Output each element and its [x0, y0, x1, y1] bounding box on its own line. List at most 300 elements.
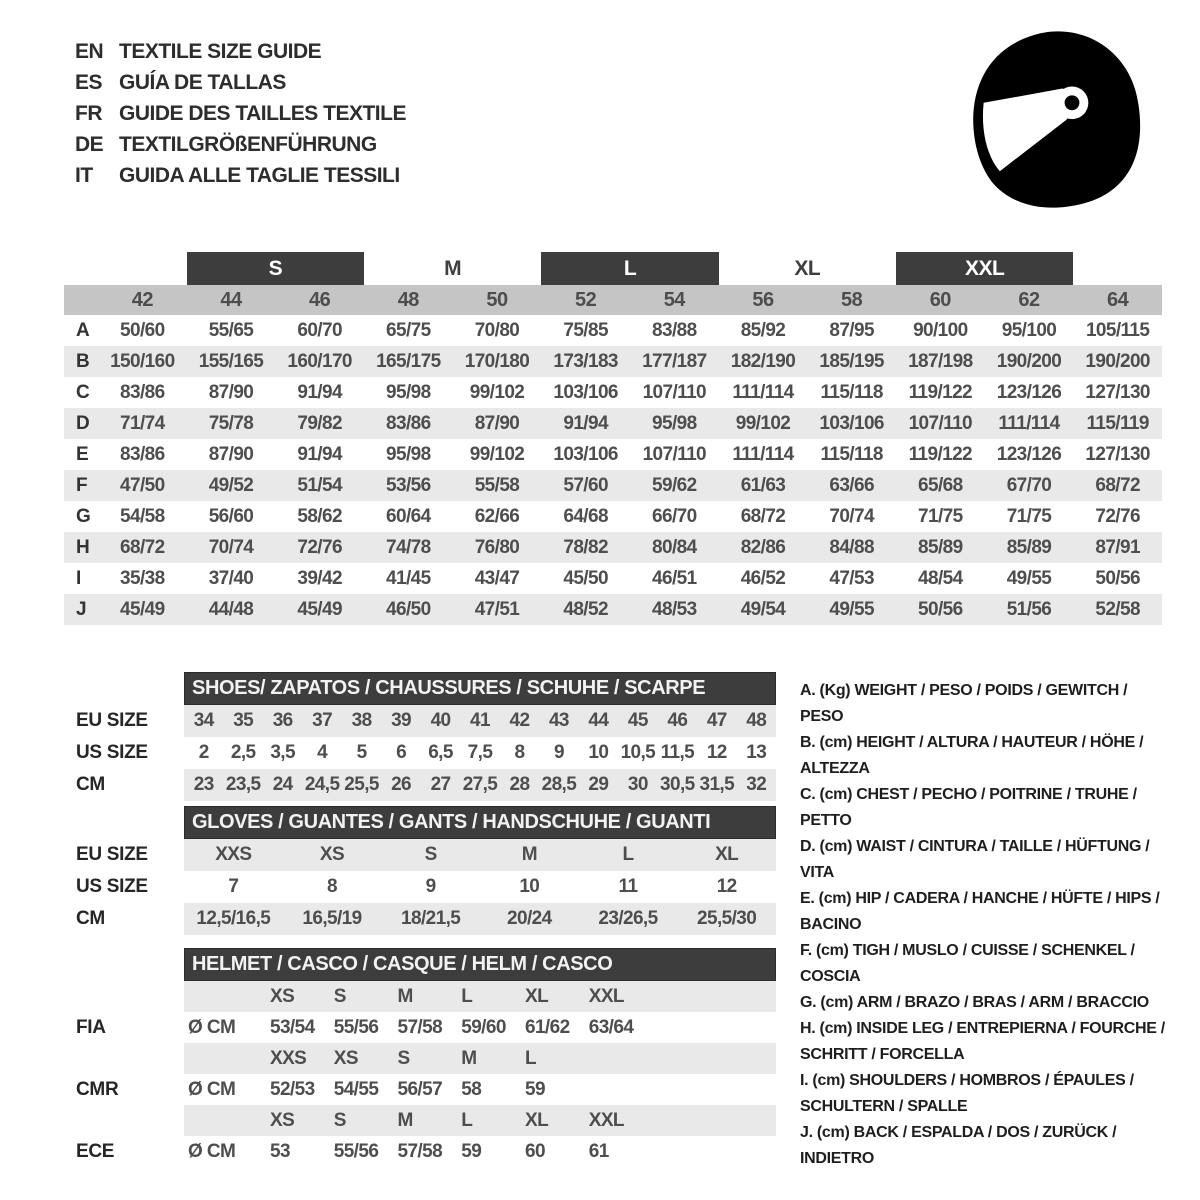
measurement-value-cell: 123/126 [996, 381, 1062, 403]
sub-row-label: US SIZE [76, 742, 148, 763]
language-code: ES [75, 70, 103, 94]
measurement-value-cell: 150/160 [110, 350, 175, 372]
size-value-cell: 48 [746, 710, 767, 731]
measurement-value-cell: 99/102 [469, 443, 525, 465]
measurement-value-cell: 65/68 [918, 474, 963, 496]
size-group-row [64, 252, 1162, 285]
measurement-value-cell: 91/94 [563, 412, 608, 434]
measurement-value-cell: 37/40 [208, 567, 254, 589]
sub-row-values [184, 737, 776, 769]
measurement-value-cell: 62/66 [474, 505, 520, 527]
measurement-value-cell: 119/122 [908, 443, 973, 465]
language-row [75, 36, 406, 67]
language-row [75, 67, 406, 98]
size-value-cell: 44 [588, 710, 609, 731]
standard-label: CMR [76, 1078, 119, 1100]
size-value-cell: 39 [391, 710, 412, 731]
helmet-value-cell: 55/56 [333, 1140, 379, 1162]
helmet-value-cell: 53/54 [270, 1016, 315, 1038]
measurement-row [64, 470, 1162, 501]
size-value-cell: 7,5 [467, 742, 493, 763]
sub-rows [64, 705, 776, 801]
measurement-value-cell: 71/75 [918, 505, 963, 527]
measurement-legend [800, 678, 1172, 1172]
measurement-value-cell: 58/62 [297, 505, 342, 527]
measurement-value-cell: 78/82 [563, 536, 608, 558]
measurement-value-cell: 173/183 [553, 350, 618, 372]
measurement-value-cell: 155/165 [198, 350, 264, 372]
measurement-row-label: H [76, 536, 90, 558]
measurement-value-cell: 91/94 [297, 381, 342, 403]
measurement-row-label: A [76, 319, 90, 341]
title-spacer [64, 948, 184, 981]
gloves-title-row [64, 806, 776, 839]
measurement-value-cell: 119/122 [908, 381, 973, 403]
helmet-size-header: L [461, 1109, 473, 1131]
measurement-value-cell: 48/54 [918, 567, 963, 589]
size-value-cell: 3,5 [270, 742, 295, 763]
size-value-cell: 11,5 [660, 742, 695, 763]
size-column-header: 48 [397, 288, 419, 311]
size-value-cell: 43 [548, 710, 569, 731]
size-value-cell: 23/26,5 [598, 908, 658, 929]
measurement-value-cell: 107/110 [642, 443, 707, 465]
size-value-cell: XXS [215, 844, 252, 865]
shoes-title-row [64, 672, 776, 705]
measurement-row-label: J [76, 598, 87, 620]
helmet-size-header: XS [270, 985, 295, 1007]
measurement-value-cell: 46/50 [386, 598, 431, 620]
measurement-value-cell: 72/76 [1095, 505, 1140, 527]
measurement-value-cell: 76/80 [474, 536, 520, 558]
sub-row-label: EU SIZE [76, 710, 148, 731]
size-value-cell: 10 [519, 876, 540, 897]
measurement-value-cell: 127/130 [1085, 381, 1150, 403]
measurement-value-cell: 47/53 [829, 567, 874, 589]
language-row [75, 129, 406, 160]
helmet-sizes [184, 981, 776, 1012]
helmet-size-header: M [397, 1109, 413, 1131]
measurement-value-cell: 54/58 [120, 505, 165, 527]
measurement-value-cell: 39/42 [297, 567, 342, 589]
size-value-cell: 11 [618, 876, 638, 897]
size-column-header: 58 [841, 288, 863, 311]
helmet-values [184, 1136, 776, 1167]
size-value-cell: 12 [716, 876, 737, 897]
measurement-value-cell: 115/119 [1086, 412, 1149, 434]
measurement-value-cell: 50/60 [120, 319, 165, 341]
size-value-cell: 28,5 [541, 774, 577, 795]
measurement-value-cell: 49/55 [829, 598, 874, 620]
sub-table-row [64, 769, 776, 801]
size-group-label: S [187, 252, 364, 285]
measurement-value-cell: 85/92 [740, 319, 786, 341]
measurement-row [64, 377, 1162, 408]
legend-item: C. (cm) CHEST / PECHO / POITRINE / TRUHE / PETTO [800, 786, 1137, 829]
gloves-title: GLOVES / GUANTES / GANTS / HANDSCHUHE / GUANTI [184, 806, 776, 839]
measurement-value-cell: 127/130 [1085, 443, 1150, 465]
size-value-cell: 9 [425, 876, 436, 897]
size-value-cell: 7 [228, 876, 239, 897]
measurement-value-cell: 190/200 [1085, 350, 1150, 372]
helmet-value-cell: 55/56 [333, 1016, 379, 1038]
language-row [75, 98, 406, 129]
language-code: DE [75, 132, 104, 156]
helmet-value-cell: 60 [525, 1140, 545, 1162]
size-group-label: XXL [896, 252, 1073, 285]
size-value-cell: 40 [430, 710, 451, 731]
size-value-cell: 46 [667, 710, 688, 731]
helmet-title: HELMET / CASCO / CASQUE / HELM / CASCO [184, 948, 776, 981]
language-row [75, 160, 406, 191]
measurement-value-cell: 82/86 [740, 536, 786, 558]
measurement-value-cell: 190/200 [996, 350, 1062, 372]
size-value-cell: 35 [233, 710, 254, 731]
measurement-row-label: F [76, 474, 88, 496]
sub-row-values [184, 871, 776, 903]
size-value-cell: 10 [588, 742, 609, 763]
measurement-value-cell: 85/89 [1006, 536, 1052, 558]
measurement-value-cell: 68/72 [120, 536, 165, 558]
shoes-title: SHOES/ ZAPATOS / CHAUSSURES / SCHUHE / SCARPE [184, 672, 776, 705]
helmet-value-cell: 56/57 [397, 1078, 443, 1100]
size-value-cell: 29 [588, 774, 609, 795]
legend-item: D. (cm) WAIST / CINTURA / TAILLE / HÜFTUNG / VITA [800, 838, 1150, 881]
measurement-value-cell: 70/74 [829, 505, 874, 527]
legend-item: J. (cm) BACK / ESPALDA / DOS / ZURÜCK / INDIETRO [800, 1124, 1117, 1167]
helmet-sizes [184, 1043, 776, 1074]
helmet-value-cell: 61 [588, 1140, 609, 1162]
measurement-value-cell: 105/115 [1085, 319, 1150, 341]
measurement-value-cell: 49/54 [740, 598, 786, 620]
measurement-row-label: I [76, 567, 82, 589]
measurement-value-cell: 75/78 [208, 412, 254, 434]
measurement-value-cell: 45/49 [297, 598, 342, 620]
size-value-cell: 25,5 [344, 774, 379, 795]
helmet-value-cell: 52/53 [270, 1078, 315, 1100]
measurement-value-cell: 87/90 [208, 443, 254, 465]
measurement-value-cell: 60/70 [297, 319, 342, 341]
measurement-value-cell: 50/56 [1095, 567, 1140, 589]
measurement-value-cell: 103/106 [553, 443, 618, 465]
size-value-cell: 27 [430, 774, 451, 795]
size-value-cell: 13 [746, 742, 767, 763]
measurement-value-cell: 123/126 [996, 443, 1062, 465]
measurement-value-cell: 50/56 [918, 598, 963, 620]
measurement-value-cell: 68/72 [1095, 474, 1140, 496]
size-value-cell: 18/21,5 [401, 908, 461, 929]
measurement-value-cell: 79/82 [297, 412, 342, 434]
size-column-header: 64 [1107, 288, 1129, 311]
measurement-value-cell: 71/75 [1006, 505, 1052, 527]
helmet-value-cell: 53 [270, 1140, 290, 1162]
measurement-value-cell: 187/198 [908, 350, 973, 372]
measurement-value-cell: 95/98 [386, 381, 431, 403]
measurement-value-cell: 45/50 [563, 567, 608, 589]
sub-row-label: US SIZE [76, 876, 148, 897]
sub-row-values [184, 705, 776, 737]
measurement-row [64, 408, 1162, 439]
size-value-cell: 6,5 [428, 742, 453, 763]
measurement-row [64, 315, 1162, 346]
measurement-value-cell: 111/114 [732, 381, 794, 403]
measurement-value-cell: 103/106 [553, 381, 618, 403]
legend-item: E. (cm) HIP / CADERA / HANCHE / HÜFTE / HIPS / BACINO [800, 890, 1160, 933]
measurement-value-cell: 95/100 [1001, 319, 1057, 341]
size-value-cell: 10,5 [620, 742, 656, 763]
measurement-value-cell: 49/55 [1006, 567, 1052, 589]
measurement-value-cell: 71/74 [120, 412, 165, 434]
diameter-unit-label: Ø CM [188, 1016, 236, 1038]
measurement-row [64, 501, 1162, 532]
garment-size-table [64, 252, 1162, 625]
measurement-value-cell: 52/58 [1095, 598, 1140, 620]
helmet-size-header: XXS [270, 1047, 307, 1069]
helmet-size-header: XXL [588, 1109, 624, 1131]
size-value-cell: 20/24 [507, 908, 552, 929]
size-value-cell: 24,5 [304, 774, 340, 795]
sub-table-row [64, 737, 776, 769]
measurement-value-cell: 49/52 [208, 474, 254, 496]
measurement-value-cell: 115/118 [820, 443, 883, 465]
size-column-header: 50 [486, 288, 508, 311]
measurement-value-cell: 165/175 [376, 350, 441, 372]
measurement-row [64, 594, 1162, 625]
helmet-sizes-row [64, 1043, 776, 1074]
helmet-size-header: L [461, 985, 473, 1007]
measurement-value-cell: 72/76 [297, 536, 342, 558]
helmet-size-header: M [461, 1047, 477, 1069]
measurement-row [64, 346, 1162, 377]
measurement-value-cell: 182/190 [730, 350, 796, 372]
measurement-value-cell: 80/84 [652, 536, 697, 558]
helmet-size-header: S [397, 1047, 410, 1069]
measurement-value-cell: 75/85 [563, 319, 608, 341]
measurement-value-cell: 43/47 [474, 567, 520, 589]
legend-item: A. (Kg) WEIGHT / PESO / POIDS / GEWITCH / PESO [800, 682, 1128, 725]
helmet-value-cell: 54/55 [333, 1078, 379, 1100]
measurement-value-cell: 64/68 [563, 505, 608, 527]
measurement-value-cell: 103/106 [819, 412, 884, 434]
measurement-row [64, 532, 1162, 563]
sub-rows [64, 839, 776, 935]
legend-item: F. (cm) TIGH / MUSLO / CUISSE / SCHENKEL / COSCIA [800, 942, 1135, 985]
sub-table-row [64, 871, 776, 903]
measurement-value-cell: 57/60 [563, 474, 608, 496]
size-value-cell: XS [319, 844, 345, 865]
helmet-size-header: M [397, 985, 413, 1007]
sub-row-values [184, 903, 776, 935]
measurement-value-cell: 111/114 [998, 412, 1060, 434]
size-column-header: 54 [663, 288, 685, 311]
size-value-cell: 38 [351, 710, 372, 731]
measurement-row-label: B [76, 350, 90, 372]
size-value-cell: 42 [509, 710, 530, 731]
measurement-value-cell: 99/102 [469, 381, 525, 403]
size-value-cell: 27,5 [462, 774, 498, 795]
sub-row-label [64, 981, 184, 1012]
numeric-size-header [64, 285, 1162, 315]
sub-row-label [64, 1043, 184, 1074]
measurement-value-cell: 55/65 [208, 319, 254, 341]
title-spacer [64, 672, 184, 705]
measurement-row [64, 439, 1162, 470]
language-title: GUÍA DE TALLAS [119, 70, 286, 94]
helmet-value-cell: 63/64 [588, 1016, 634, 1038]
sub-table-row [64, 839, 776, 871]
measurement-value-cell: 44/48 [208, 598, 254, 620]
measurement-value-cell: 35/38 [120, 567, 165, 589]
size-value-cell: 32 [746, 774, 767, 795]
measurement-value-cell: 45/49 [120, 598, 165, 620]
measurement-row-label: E [76, 443, 89, 465]
helmet-size-header: XL [525, 1109, 549, 1131]
size-group-label: L [541, 252, 718, 285]
size-value-cell: 34 [193, 710, 214, 731]
measurement-value-cell: 84/88 [829, 536, 874, 558]
helmet-size-header: L [525, 1047, 537, 1069]
measurement-value-cell: 48/53 [652, 598, 697, 620]
size-value-cell: 16,5/19 [302, 908, 362, 929]
helmet-values-row [64, 1136, 776, 1167]
language-title-list [75, 36, 406, 191]
size-value-cell: 26 [391, 774, 412, 795]
diameter-unit-label: Ø CM [188, 1078, 236, 1100]
measurement-row-label: C [76, 381, 90, 403]
measurement-value-cell: 41/45 [386, 567, 431, 589]
legend-item: I. (cm) SHOULDERS / HOMBROS / ÉPAULES / SCHULTERN / SPALLE [800, 1072, 1134, 1115]
shoes-table [64, 672, 776, 801]
size-value-cell: L [622, 844, 634, 865]
legend-item: H. (cm) INSIDE LEG / ENTREPIERNA / FOURCHE / SCHRITT / FORCELLA [800, 1020, 1165, 1063]
title-spacer [64, 806, 184, 839]
measurement-value-cell: 56/60 [208, 505, 254, 527]
helmet-value-cell: 57/58 [397, 1140, 443, 1162]
size-column-header: 60 [929, 288, 951, 311]
helmet-size-header: XXL [588, 985, 624, 1007]
measurement-value-cell: 53/56 [386, 474, 431, 496]
measurement-value-cell: 83/86 [120, 381, 165, 403]
measurement-value-cell: 68/72 [740, 505, 786, 527]
measurement-value-cell: 177/187 [642, 350, 707, 372]
measurement-value-cell: 83/86 [120, 443, 165, 465]
legend-item: B. (cm) HEIGHT / ALTURA / HAUTEUR / HÖHE / ALTEZZA [800, 734, 1144, 777]
sub-row-label: CM [76, 774, 105, 795]
standard-label: FIA [76, 1016, 106, 1038]
measurement-value-cell: 185/195 [819, 350, 884, 372]
measurement-value-cell: 70/80 [474, 319, 520, 341]
legend-item: G. (cm) ARM / BRAZO / BRAS / ARM / BRACCIO [800, 994, 1149, 1011]
size-column-header: 46 [309, 288, 331, 311]
language-title: GUIDA ALLE TAGLIE TESSILI [119, 163, 400, 187]
size-value-cell: 37 [312, 710, 333, 731]
size-group-label: XL [794, 256, 821, 280]
helmet-values-row [64, 1012, 776, 1043]
size-value-cell: 23 [193, 774, 214, 795]
measurement-value-cell: 55/58 [474, 474, 520, 496]
helmet-icon [958, 22, 1148, 214]
measurement-value-cell: 83/88 [652, 319, 697, 341]
size-value-cell: 45 [627, 710, 648, 731]
helmet-title-row [64, 948, 776, 981]
unit-spacer [184, 1043, 266, 1074]
size-value-cell: 24 [272, 774, 293, 795]
helmet-size-header: XS [333, 1047, 358, 1069]
size-value-cell: 8 [327, 876, 337, 897]
measurement-value-cell: 111/114 [732, 443, 794, 465]
garment-rows [64, 315, 1162, 625]
measurement-row-label: D [76, 412, 90, 434]
measurement-value-cell: 90/100 [913, 319, 968, 341]
size-value-cell: 31,5 [699, 774, 735, 795]
measurement-value-cell: 47/51 [474, 598, 520, 620]
helmet-size-header: S [333, 1109, 346, 1131]
helmet-values [184, 1074, 776, 1105]
helmet-size-header: S [333, 985, 346, 1007]
helmet-value-cell: 61/62 [525, 1016, 570, 1038]
sub-row-label [64, 1105, 184, 1136]
language-code: EN [75, 39, 104, 63]
sub-row-values [184, 769, 776, 801]
size-column-header: 62 [1018, 288, 1040, 311]
helmet-value-cell: 59 [525, 1078, 545, 1100]
helmet-value-cell: 59/60 [461, 1016, 506, 1038]
measurement-value-cell: 63/66 [829, 474, 874, 496]
measurement-value-cell: 87/95 [829, 319, 874, 341]
size-column-header: 44 [220, 288, 242, 311]
measurement-value-cell: 67/70 [1006, 474, 1052, 496]
measurement-value-cell: 115/118 [820, 381, 883, 403]
helmet-value-cell: 57/58 [397, 1016, 443, 1038]
size-value-cell: 5 [356, 742, 367, 763]
measurement-row-label: G [76, 505, 91, 527]
size-value-cell: 4 [317, 742, 328, 763]
measurement-value-cell: 107/110 [908, 412, 973, 434]
size-value-cell: 8 [514, 742, 525, 763]
measurement-value-cell: 83/86 [386, 412, 431, 434]
measurement-value-cell: 60/64 [386, 505, 431, 527]
size-value-cell: 9 [553, 742, 564, 763]
corner-cell [64, 285, 98, 315]
measurement-value-cell: 85/89 [918, 536, 963, 558]
helmet-sizes-row [64, 1105, 776, 1136]
size-value-cell: 41 [470, 710, 490, 731]
size-value-cell: 28 [509, 774, 530, 795]
helmet-value-cell: 59 [461, 1140, 482, 1162]
size-value-cell: 12,5/16,5 [196, 908, 271, 929]
measurement-value-cell: 46/51 [652, 567, 697, 589]
helmet-value-cell: 58 [461, 1078, 482, 1100]
size-value-cell: XL [715, 844, 739, 865]
measurement-row [64, 563, 1162, 594]
measurement-value-cell: 46/52 [740, 567, 786, 589]
language-title: TEXTILGRÖßENFÜHRUNG [119, 132, 377, 156]
measurement-value-cell: 99/102 [735, 412, 791, 434]
measurement-value-cell: 51/54 [297, 474, 342, 496]
measurement-value-cell: 87/91 [1095, 536, 1140, 558]
helmet-size-header: XL [525, 985, 549, 1007]
diameter-unit-label: Ø CM [188, 1140, 236, 1162]
measurement-value-cell: 87/90 [474, 412, 520, 434]
measurement-value-cell: 47/50 [120, 474, 165, 496]
size-value-cell: 2,5 [230, 742, 256, 763]
measurement-value-cell: 95/98 [386, 443, 431, 465]
measurement-value-cell: 65/75 [386, 319, 431, 341]
size-column-header: 56 [752, 288, 774, 311]
size-value-cell: 30 [627, 774, 648, 795]
measurement-value-cell: 170/180 [464, 350, 530, 372]
size-value-cell: M [521, 844, 537, 865]
